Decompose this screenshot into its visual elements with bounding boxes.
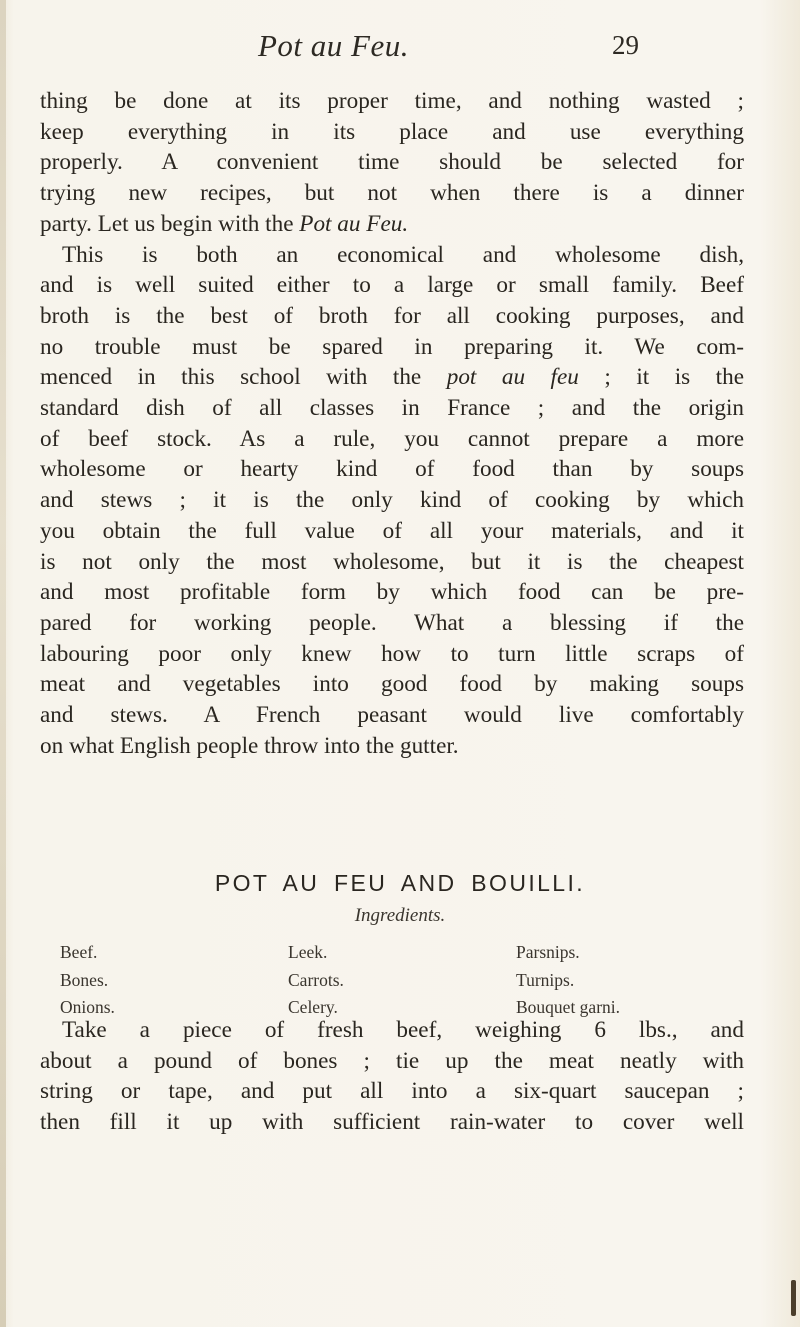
ingredient: Bones.	[60, 969, 109, 990]
text-line: about a pound of bones ; tie up the meat neatly with	[40, 1047, 744, 1074]
ingredient: Carrots.	[288, 969, 344, 990]
text-line: and stews. A French peasant would live comfortably	[40, 702, 744, 729]
text-line: and stews ; it is the only kind of cooking by which	[40, 487, 744, 514]
ingredients-label: Ingredients.	[354, 905, 446, 926]
text-line: of beef stock. As a rule, you cannot prepare a more	[40, 425, 744, 452]
ingredient: Bouquet garni.	[516, 997, 621, 1017]
ingredient: Leek.	[288, 942, 328, 962]
text-line: then fill it up with sufficient rain-water to cover well	[40, 1109, 744, 1136]
text-line: pared for working people. What a blessing if the	[40, 609, 744, 636]
ingredients-list	[60, 939, 760, 1022]
text-line: menced in this school with the pot au feu ; it is the	[40, 364, 744, 391]
method-text	[40, 1015, 744, 1138]
text-line: labouring poor only knew how to turn little scraps of	[40, 640, 744, 667]
text-line: no trouble must be spared in preparing it. We com-	[40, 333, 744, 360]
text-line: meat and vegetables into good food by making soups	[40, 671, 744, 698]
running-head	[0, 28, 800, 68]
text-line: properly. A convenient time should be selected for	[40, 149, 744, 176]
text-line: thing be done at its proper time, and nothing wasted ;	[40, 88, 744, 114]
text-line: This is both an economical and wholesome dish,	[62, 241, 744, 268]
text-line: you obtain the full value of all your materials, and it	[40, 517, 744, 544]
text-line: broth is the best of broth for all cooking purposes, and	[40, 302, 744, 329]
ingredient: Turnips.	[516, 969, 575, 990]
text-line: on what English people throw into the gutter.	[40, 732, 459, 759]
ingredients-row	[60, 967, 760, 995]
text-line: Take a piece of fresh beef, weighing 6 lbs., and	[62, 1017, 744, 1043]
text-line: keep everything in its place and use everything	[40, 118, 744, 145]
ingredient: Onions.	[60, 997, 115, 1017]
ingredients-row	[60, 939, 760, 967]
text-line: wholesome or hearty kind of food than by soups	[40, 456, 744, 483]
text-line: string or tape, and put all into a six-quart saucepan ;	[40, 1078, 744, 1105]
text-line: trying new recipes, but not when there is a dinner	[40, 180, 744, 207]
ingredient: Celery.	[288, 997, 338, 1017]
body-text	[40, 86, 744, 761]
running-title: Pot au Feu.	[258, 28, 409, 63]
page-blemish	[791, 1280, 796, 1316]
ingredient: Beef.	[60, 942, 98, 962]
recipe-title: POT AU FEU AND BOUILLI.	[214, 870, 586, 896]
page-number: 29	[612, 30, 639, 60]
text-line: is not only the most wholesome, but it is the cheapest	[40, 548, 744, 575]
page-edge	[0, 0, 6, 1327]
ingredient: Parsnips.	[516, 942, 580, 962]
text-line: and most profitable form by which food can be pre-	[40, 579, 744, 606]
text-line: party. Let us begin with the Pot au Feu.	[40, 210, 409, 237]
text-line: and is well suited either to a large or small family. Beef	[40, 272, 744, 299]
text-line: standard dish of all classes in France ; and the origin	[40, 395, 744, 422]
